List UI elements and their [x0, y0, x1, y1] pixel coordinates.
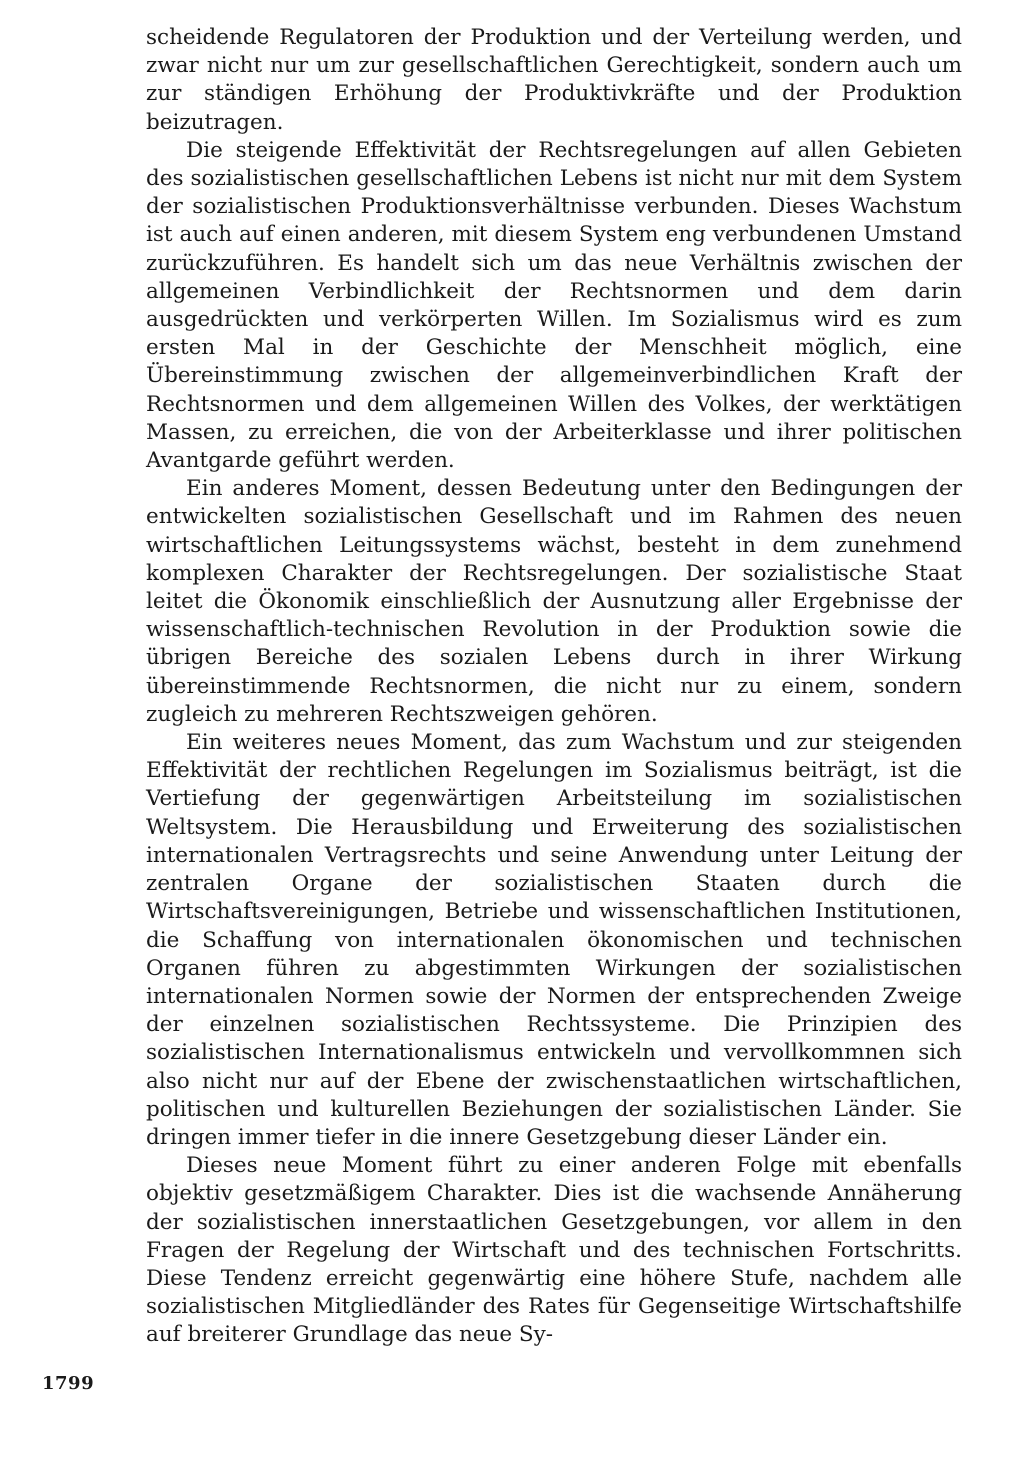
page-number: 1799: [42, 1373, 95, 1394]
paragraph-effektivitaet: Die steigende Effektivität der Rechtsregelungen auf allen Gebieten des sozialistischen gesellschaftlichen Lebens ist nicht nur mit dem System der sozialistischen Produktionsverhältnisse verbunden. Dieses Wachstum ist auch auf einen anderen, mit diesem System eng verbundenen Umstand zurückzuführen. Es handelt sich um das neue Verhältnis zwischen der allgemeinen Verbindlichkeit der Rechtsnormen und dem darin ausgedrückten und verkörperten Willen. Im Sozialismus wird es zum ersten Mal in der Geschichte der Menschheit möglich, eine Übereinstimmung zwischen der allgemeinverbindlichen Kraft der Rechtsnormen und dem allgemeinen Willen des Volkes, der werktätigen Massen, zu erreichen, die von der Arbeiterklasse und ihrer politischen Avantgarde geführt werden.: [146, 137, 962, 474]
paragraph-komplexer-charakter: Ein anderes Moment, dessen Bedeutung unter den Bedingungen der entwickelten sozialistischen Gesellschaft und im Rahmen des neuen wirtschaftlichen Leitungssystems wächst, besteht in dem zunehmend komplexen Charakter der Rechtsregelungen. Der sozialistische Staat leitet die Ökonomik einschließlich der Ausnutzung aller Ergebnisse der wissenschaftlich-technischen Revolution in der Produktion sowie die übrigen Bereiche des sozialen Lebens durch in ihrer Wirkung übereinstimmende Rechtsnormen, die nicht nur zu einem, sondern zugleich zu mehreren Rechtszweigen gehören.: [146, 476, 962, 727]
paragraph-annaeherung: Dieses neue Moment führt zu einer anderen Folge mit ebenfalls objektiv gesetzmäßigem Charakter. Dies ist die wachsende Annäherung der sozialistischen innerstaatlichen Gesetzgebungen, vor allem in den Fragen der Regelung der Wirtschaft und des technischen Fortschritts. Diese Tendenz erreicht gegenwärtig eine höhere Stufe, nachdem alle sozialistischen Mitgliedländer des Rates für Gegenseitige Wirtschaftshilfe auf breiterer Grundlage das neue Sy-: [146, 1153, 962, 1348]
paragraph-arbeitsteilung: Ein weiteres neues Moment, das zum Wachstum und zur steigenden Effektivität der rechtlichen Regelungen im Sozialismus beiträgt, ist die Vertiefung der gegenwärtigen Arbeitsteilung im sozialistischen Weltsystem. Die Herausbildung und Erweiterung des sozialistischen internationalen Vertragsrechts und seine Anwendung unter Leitung der zentralen Organe der sozialistischen Staaten durch die Wirtschaftsvereinigungen, Betriebe und wissenschaftlichen Institutionen, die Schaffung von internationalen ökonomischen und technischen Organen führen zu abgestimmten Wirkungen der sozialistischen internationalen Normen sowie der Normen der entsprechenden Zweige der einzelnen sozialistischen Rechtssysteme. Die Prinzipien des sozialistischen Internationalismus entwickeln und vervollkommnen sich also nicht nur auf der Ebene der zwischenstaatlichen wirtschaftlichen, politischen und kulturellen Beziehungen der sozialistischen Länder. Sie dringen immer tiefer in die innere Gesetzgebung dieser Länder ein.: [146, 730, 962, 1150]
paragraph-continuation: scheidende Regulatoren der Produktion und der Verteilung werden, und zwar nicht nur um zur gesellschaftlichen Gerechtigkeit, sondern auch um zur ständigen Erhöhung der Produktivkräfte und der Produktion beizutragen.: [146, 25, 962, 135]
body-text: [146, 24, 962, 1350]
